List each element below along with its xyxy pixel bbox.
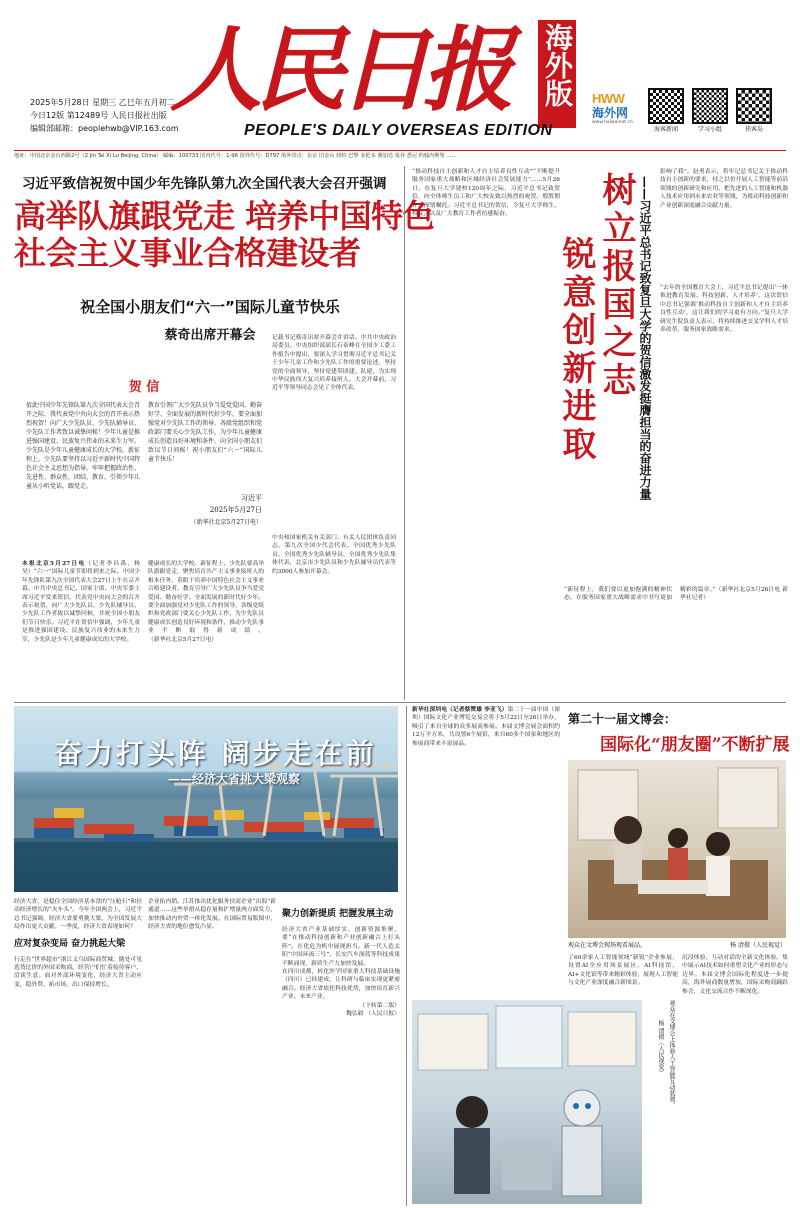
section-divider: [14, 702, 786, 703]
lead-body-col-4: 中央和国家机关有关部门、有关人民团体负责同志，第九次全国少代会代表、全国优秀少先队员、全国优秀少先队辅导员、全国优秀少先队集体代表，北京市少先队员和少先队辅导员代表等约3000人参加开幕会。: [272, 535, 396, 575]
lead-kicker: 习近平致信祝贺中国少年先锋队第九次全国代表大会召开强调: [22, 176, 387, 192]
editor-email[interactable]: 编辑部邮箱：peoplehwb@VIP.163.com: [30, 124, 179, 133]
econ-col-3: 聚力创新提质 把握发展主动 经济大省产业基础厚实、创新资源集聚，要“在推动科技创新和产业创新融合上打头阵”。在化危为机中展现担当。新一代人造太阳“中国环流三号”、长安汽车深蓝等科技成果不断涌现，新质生产力加快发展。 在四川成都，转化医学国家重大科技基础设施（四川）已经建成，让科研与临床实现更紧密融合。经济大省依托科技优势，加快培育新兴产业、未来产业。 （下转第二版） 魏弘毅 （人民日报）: [282, 909, 400, 1018]
column-divider-lower: [406, 706, 407, 1206]
hww-url: www.haiwainet.cn: [592, 120, 633, 125]
qr-block-3[interactable]: 侠客岛: [736, 88, 772, 140]
lead-body-col-2: 健康成长的大学校。新征程上，少先队要高举队旗跟党走，聚焦培育共产主义事业接班人的根本任务，着眼于培养中国特色社会主义事业合格建设者，教育引导广大少先队员争当爱党爱国、勤奋好学、全面发展的新时代好少年。要全面加强党对少先队工作的领导，各级党组织和党政部门要关心少先队工作，为少先队员健康成长创造良好环境和条件，推动少先队事业不断取得新成绩。（新华社北京5月27日电）: [148, 561, 264, 643]
econ-col-1: 经济大省，是稳住全国经济基本盘的“压舱石”和拉动经济增长的“火车头”。今年全国两会上，习近平总书记强调，经济大省要勇挑大梁，为全国发展大局作出更大贡献。一季度，经济大省表现如何？ 应对复杂变局 奋力挑起大梁 行走在“世界超市”浙江义乌国际商贸城，随处可见选货比价的外国采购商。经营户们忙着接待客户、洽谈生意。面对外部环境变化，经济大省主动应变，稳外贸、拓市场，出口保持增长。: [14, 899, 142, 988]
qr-code-icon: [692, 88, 728, 124]
lead-subhead-2: 蔡奇出席开幕会: [164, 328, 256, 343]
letter-title: 贺 信: [128, 380, 160, 395]
culture-vertical-caption: [644, 1000, 676, 1204]
vertical-head-1: 树立报国之志: [596, 172, 636, 400]
date-line: 2025年5月28日 星期三 乙巳年五月初二: [30, 98, 175, 107]
masthead: [0, 0, 800, 150]
qr-code-icon: [648, 88, 684, 124]
address-bar: 地址：中国北京金台西路2号（2 Jin Tai Xi Lu Beijing, China） 邮编：100733 国内代号：1-96 国外代号：D797 境外印点：东京 旧金山 纽约 巴黎 多伦多 雅加达 曼谷 悉尼 约翰内斯堡 ……: [14, 150, 786, 162]
hww-logo-block[interactable]: [592, 92, 648, 128]
right-body-col-4: “新征程上，我们要以更加饱满的精神状态，在服务国家重大战略需求中书写更加精彩的篇章。”（新华社北京5月26日电 新华社记者）: [564, 587, 788, 602]
culture-small-title: 第二十一届文博会：: [568, 712, 677, 726]
caption-credit: 杨 清摄（人民视觉）: [730, 942, 786, 949]
vertical-caption-text: 观众在文博会上体验人工智能互动装置。: [668, 1000, 675, 1108]
edition-badge: 海外版: [538, 20, 576, 128]
right-vertical-subhead: ——习近平总书记致复旦大学的贺信激发挺膺担当的奋进力量: [638, 176, 652, 500]
qr-block-2[interactable]: 学习小组: [692, 88, 728, 140]
culture-photo: [568, 760, 786, 938]
lead-headline-1: 高举队旗跟党走 培养中国特色: [14, 197, 435, 235]
culture-col-3: 沉浸体验、互动对话的全新文化体验。集中展示AI技术如何重塑文化产业的形态与边界。本届文博会国际化程度进一步提高，海外展商数量增加，国际采购商踊跃参会，文化交流合作不断深化。: [682, 955, 788, 995]
qr-codes: [648, 88, 788, 140]
hww-text: 海外网: [592, 106, 629, 120]
right-body-col-1: “推动科技自主创新和人才自主培养良性互动”“不断提升服务国家重大战略和区域经济社会发展能力”……5月26日，在复旦大学建校120周年之际，习近平总书记致贺信，向全体师生员工和广大校友致以热烈的祝贺。殷殷期许，深情嘱托。习近平总书记的贺信，令复旦大学师生、校友，以及广大教育工作者倍感振奋。: [412, 169, 560, 218]
qr-code-icon: [736, 88, 772, 124]
right-body-col-2: 影响了我”。赵勇表示，将牢记总书记关于推动科技自主创新的要求，持之以恒开展人工智能等前沿领域的创新研究和应用，把先进的人工智能和机器人技术应用到未来农业等领域，为推动科技创新和产业创新深度融合贡献力量。: [660, 169, 788, 209]
robot-photo: [412, 1000, 642, 1204]
right-vertical-headline: [556, 172, 636, 572]
econ-byline: 魏弘毅 （人民日报）: [345, 1011, 400, 1018]
hww-logo: HWW: [592, 91, 625, 106]
culture-col-1: 新华社深圳电（记者蔡赞雄 李亚飞）第二十一届中国（深圳）国际文化产业博览交易会将于5月22日至26日举办，吸引了来自全球的众多展商参展。本届文博会展会面积约12万平方米，共设置6个展馆，来自60多个国家和地区的参展商带来丰富展品。: [412, 707, 560, 747]
econ-section-2: 聚力创新提质 把握发展主动: [282, 909, 394, 919]
letter-col-1: 值此中国少年先锋队第九次全国代表大会召开之际，我代表党中央向大会的召开表示热烈祝贺！向广大少先队员、少先队辅导员、少先队工作者致以诚挚问候！少年儿童是推进强国建设、民族复兴伟业的未来生力军。少先队是少年儿童健康成长的大学校。新征程上，少先队要坚持以习近平新时代中国特色社会主义思想为指导，牢牢把握政治性、先进性、群众性，团结、教育、引领少年儿童从小听党话、跟党走。: [26, 402, 140, 490]
lead-body-col-1: 本报北京5月27日电（记者李昌禹、杨昊）“六一”国际儿童节即将到来之际，中国少年先锋队第九次全国代表大会27日上午在京开幕。中共中央总书记、国家主席、中央军委主席习近平发来贺信，代表党中央向大会的召开表示祝贺，向广大少先队员、少先队辅导员、少先队工作者致以诚挚问候，并祝全国小朋友们节日快乐。习近平在贺信中强调，少年儿童是推进强国建设、民族复兴伟业的未来生力军，少先队是少年儿童健康成长的大学校。: [22, 561, 140, 643]
econ-continued: （下转第二版）: [359, 1002, 400, 1009]
english-title: PEOPLE'S DAILY OVERSEAS EDITION: [244, 122, 553, 139]
culture-headline: 国际化“朋友圈”不断扩展: [600, 735, 790, 755]
lead-headline-2: 社会主义事业合格建设者: [14, 234, 361, 272]
pages-line: 今日12版 第12489号 人民日报社出版: [30, 111, 167, 120]
newspaper-logo: 人民日报: [170, 16, 507, 124]
vertical-head-2: 锐意创新进取: [556, 236, 596, 464]
econ-section-1: 应对复杂变局 奋力挑起大梁: [14, 938, 126, 949]
economy-headline: 奋力打头阵 阔步走在前: [54, 737, 377, 770]
right-body-col-3: “去年的全国教育大会上，习近平总书记提出‘一体推进教育发展、科技创新、人才培养’，这次贺信中总书记强调‘推动科技自主创新和人才自主培养良性互动’，这让我们的学习更有方向。”复旦大学研究生院负责人表示，将持续推进交叉学科人才培养改革，服务国家战略需求。: [660, 285, 788, 334]
letter-signature: 习近平: [241, 494, 262, 502]
vertical-caption-credit: 杨 清摄（人民视觉）: [657, 1020, 664, 1076]
caption-text: 观众在文博会现场观看展品。: [568, 942, 647, 949]
letter-source: （新华社北京5月27日电）: [190, 519, 262, 526]
robot-exhibit-illustration: [412, 1000, 642, 1204]
culture-photo-caption: [568, 940, 786, 949]
lead-body-col-3: 记载书记蔡奇出席开幕会并讲话。中共中央政治局委员、中央组织部部长石泰峰在全国少工委工作报告中提出，要深入学习贯彻习近平总书记关于少年儿童工作和少先队工作的重要论述，坚持党的全面领导，坚持党建带团建、队建，为实现中华民族伟大复兴培养接班人。大会开幕前，习近平等领导同志会见了全体代表。: [272, 335, 396, 392]
lead-subhead: 祝全国小朋友们“六一”国际儿童节快乐: [80, 298, 340, 316]
economy-subhead: ——经济大省挑大梁观察: [168, 772, 301, 786]
column-divider: [404, 166, 405, 700]
letter-col-2: 教育引领广大少先队员争当爱党爱国、勤奋好学、全面发展的新时代好少年。要全面加强党对少先队工作的领导，各级党组织和党政部门要关心少先队工作，为少年儿童健康成长创造良好环境和条件。向全国小朋友们致以节日问候！祝小朋友们“六一”国际儿童节快乐！: [148, 402, 262, 463]
letter-date: 2025年5月27日: [209, 506, 262, 514]
letter-box: [26, 376, 262, 548]
econ-col-2: 企业拓内销。江苏推出优化服务扶商企业“出海”新通道……这些举措从稳存量和扩增量两方面发力，加快推动内外贸一体化发展。在国际贸易版图中，经济大省的地位愈发凸显。: [148, 899, 276, 931]
qr-block-1[interactable]: 海客新闻: [648, 88, 684, 140]
culture-col-2: 了60余家人工智能领域“新锐”企业参展，设置AI全应用场景展区。AI科技馆、AI+文化馆等带来精彩体验，展现人工智能与文化产业深度融合新图景。: [568, 955, 678, 987]
exhibition-illustration: [568, 760, 786, 938]
economy-banner: [14, 706, 398, 892]
